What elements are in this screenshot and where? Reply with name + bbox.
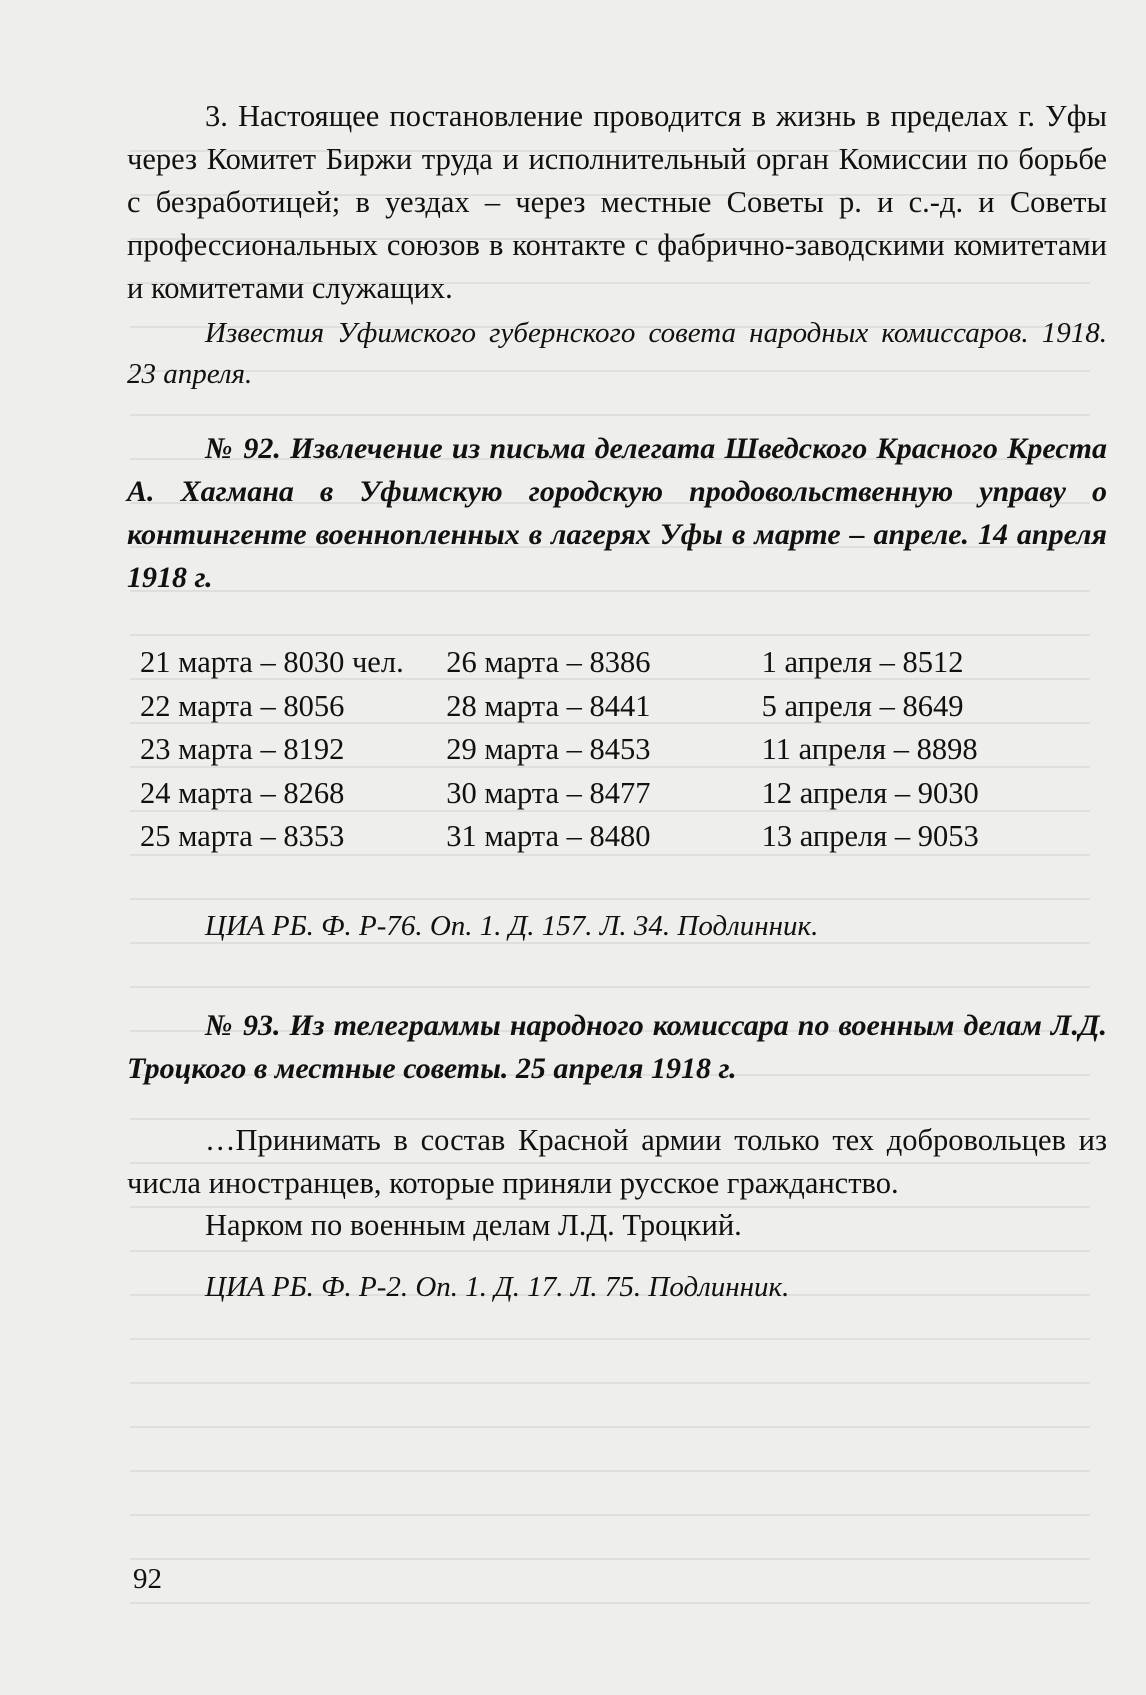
table-cell: 26 марта – 8386 bbox=[446, 645, 651, 679]
table-cell: 21 марта – 8030 чел. bbox=[140, 645, 404, 679]
table-row bbox=[140, 772, 1040, 816]
table-cell: 22 марта – 8056 bbox=[140, 688, 345, 723]
table-cell: 23 марта – 8192 bbox=[140, 732, 345, 766]
table-cell: 30 марта – 8477 bbox=[446, 775, 651, 810]
telegram-text: …Принимать в состав Красной армии только тех добровольцев из числа иностранцев, которые приняли русское гражданство. bbox=[127, 1123, 1107, 1200]
table-cell: 12 апреля – 9030 bbox=[761, 775, 979, 810]
table-row bbox=[140, 728, 1040, 772]
document-92-heading: № 92. Извлечение из письма делегата Шведского Красного Креста А. Хагмана в Уфимскую городскую продовольственную управу о контингенте военнопленных в лагерях Уфы в марте – апреле. 14 апреля 1918 г. bbox=[127, 432, 1107, 594]
table-row bbox=[140, 815, 1040, 859]
table-cell: 24 марта – 8268 bbox=[140, 775, 345, 810]
signature-line: Нарком по военным делам Л.Д. Троцкий. bbox=[205, 1208, 742, 1242]
source-citation-cia-2: ЦИА РБ. Ф. Р-2. Оп. 1. Д. 17. Л. 75. Подлинник. bbox=[205, 1271, 790, 1303]
table-cell: 29 марта – 8453 bbox=[446, 732, 651, 766]
table-row bbox=[140, 641, 1040, 685]
source-citation-cia-76: ЦИА РБ. Ф. Р-76. Оп. 1. Д. 157. Л. 34. Подлинник. bbox=[205, 910, 819, 942]
source-citation-izvestia: Известия Уфимского губернского совета народных комиссаров. 1918. 23 апреля. bbox=[127, 317, 1107, 390]
table-cell: 25 марта – 8353 bbox=[140, 819, 345, 853]
page-number: 92 bbox=[133, 1563, 162, 1595]
prisoner-count-table bbox=[140, 641, 1040, 859]
table-cell: 13 апреля – 9053 bbox=[761, 819, 979, 853]
table-cell: 11 апреля – 8898 bbox=[761, 732, 978, 766]
table-cell: 5 апреля – 8649 bbox=[761, 688, 964, 723]
table-cell: 28 марта – 8441 bbox=[446, 688, 651, 723]
table-cell: 1 апреля – 8512 bbox=[761, 645, 964, 679]
document-93-heading: № 93. Из телеграммы народного комиссара по военным делам Л.Д. Троцкого в местные советы. 25 апреля 1918 г. bbox=[127, 1009, 1107, 1085]
table-row bbox=[140, 685, 1040, 729]
table-cell: 31 марта – 8480 bbox=[446, 819, 651, 853]
paragraph-3: 3. Настоящее постановление проводится в жизнь в пределах г. Уфы через Комитет Биржи труда и исполнительный орган Комиссии по борьбе с безработицей; в уездах – через местные Советы р. и с.-д. и Советы профессиональных союзов в контакте с фабрично-заводскими комитетами и комитетами служащих. bbox=[127, 99, 1107, 305]
